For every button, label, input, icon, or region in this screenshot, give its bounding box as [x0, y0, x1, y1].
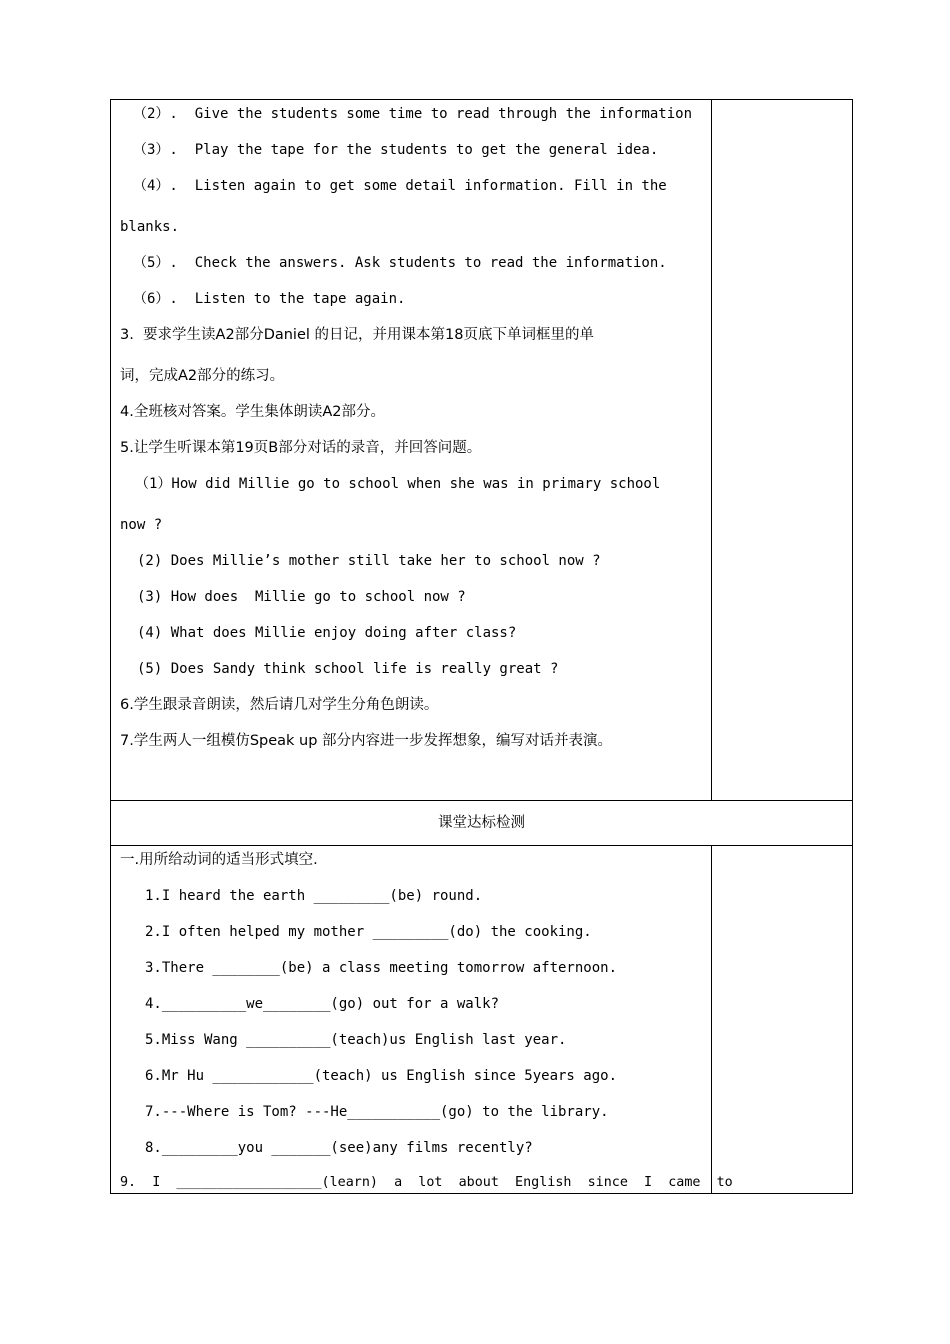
- text-line: 词，完成A2部分的练习。: [120, 368, 285, 384]
- text-line: 6.学生跟录音朗读，然后请几对学生分角色朗读。: [120, 697, 439, 713]
- exercise-item: 3.There ________(be) a class meeting tomorrow afternoon.: [145, 960, 618, 976]
- exercise-item: 7.---Where is Tom? ---He___________(go) to the library.: [145, 1104, 609, 1120]
- text-line: （6）. Listen to the tape again.: [133, 291, 406, 307]
- text-line: （3）. Play the tape for the students to get the general idea.: [133, 142, 659, 158]
- exercise-row: [111, 846, 853, 1194]
- text-line: blanks.: [120, 219, 180, 235]
- text-line: 7.学生两人一组模仿Speak up 部分内容进一步发挥想象，编写对话并表演。: [120, 733, 613, 749]
- exercise-instruction: 一.用所给动词的适当形式填空.: [120, 852, 318, 868]
- question-line: (5) Does Sandy think school life is really great ?: [137, 661, 559, 677]
- text-line: （2）. Give the students some time to read through the information: [133, 106, 693, 122]
- notes-cell: [712, 100, 853, 801]
- exercise-item: 9. I __________________(learn) a lot about English since I came to: [120, 1175, 733, 1190]
- exercise-cell: [111, 846, 733, 1194]
- exercise-item: 8._________you _______(see)any films recently?: [145, 1140, 533, 1156]
- procedure-cell: [111, 100, 712, 801]
- exercise-item: 1.I heard the earth _________(be) round.: [145, 888, 483, 904]
- text-line: 5.让学生听课本第19页B部分对话的录音，并回答问题。: [120, 440, 482, 456]
- text-line: （5）. Check the answers. Ask students to read the information.: [133, 255, 667, 271]
- question-line: (3) How does Millie go to school now ?: [137, 589, 466, 605]
- question-line: (2) Does Millie’s mother still take her to school now ?: [137, 553, 601, 569]
- text-line: （4）. Listen again to get some detail information. Fill in the: [133, 178, 667, 194]
- text-line: 3. 要求学生读A2部分Daniel 的日记，并用课本第18页底下单词框里的单: [120, 327, 594, 343]
- text-line: 4.全班核对答案。学生集体朗读A2部分。: [120, 404, 385, 420]
- question-line: (4) What does Millie enjoy doing after class?: [137, 625, 517, 641]
- exercise-item: 6.Mr Hu ____________(teach) us English since 5years ago.: [145, 1068, 618, 1084]
- exercise-item: 5.Miss Wang __________(teach)us English last year.: [145, 1032, 567, 1048]
- lesson-plan-table: [110, 99, 853, 1194]
- heading-row: [111, 801, 853, 846]
- exercise-item: 4.__________we________(go) out for a walk?: [145, 996, 500, 1012]
- question-line: now ?: [120, 517, 163, 533]
- procedure-row: [111, 100, 853, 801]
- exercise-notes-cell: [712, 846, 853, 1194]
- exercise-item: 2.I often helped my mother _________(do) the cooking.: [145, 924, 592, 940]
- section-heading: [111, 801, 853, 846]
- section-title: 课堂达标检测: [438, 815, 525, 831]
- question-line: （1）How did Millie go to school when she was in primary school: [135, 476, 661, 492]
